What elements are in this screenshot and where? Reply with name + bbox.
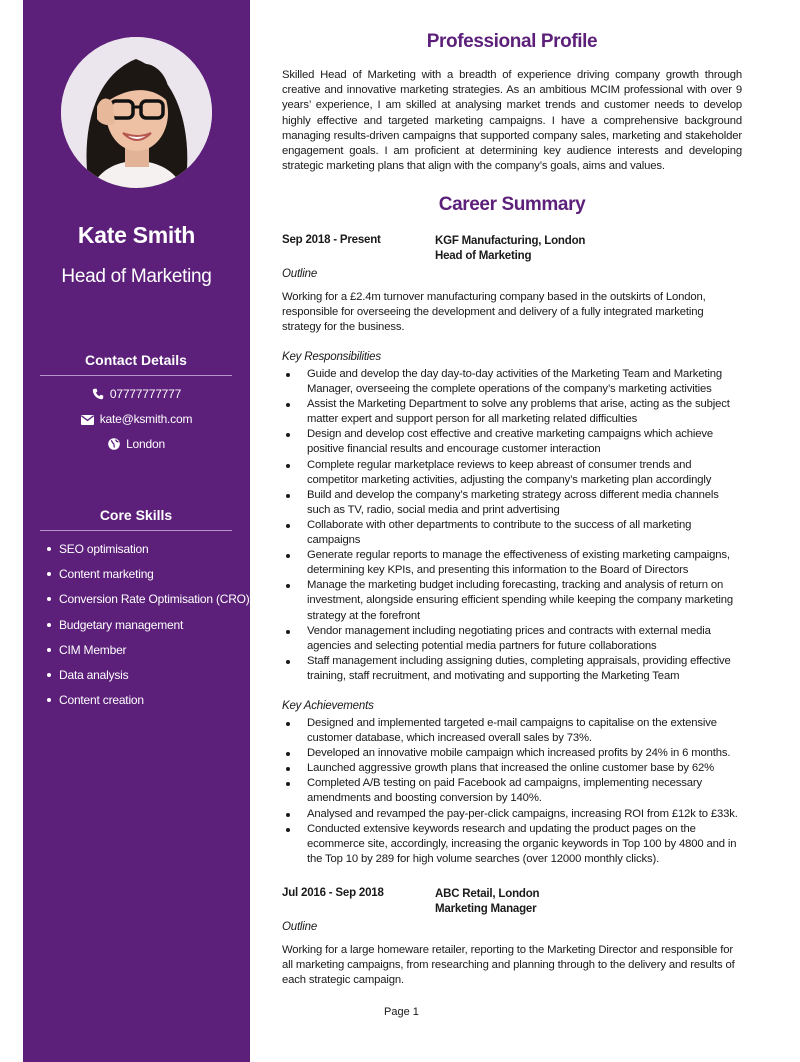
responsibilities-label: Key Responsibilities	[282, 351, 381, 363]
skill-item: SEO optimisation	[47, 540, 250, 565]
job-title: Head of Marketing	[435, 250, 532, 262]
list-item: Design and develop cost effective and creative marketing campaigns which achieve positive financial results and encourage customer interaction	[282, 427, 742, 457]
list-item: Analysed and revamped the pay-per-click campaigns, increasing ROI from £12k to £33k.	[282, 807, 742, 822]
phone-icon	[92, 388, 104, 403]
outline-label: Outline	[282, 921, 318, 933]
job-company-name: KGF Manufacturing, London	[435, 235, 586, 247]
job-dates: Sep 2018 - Present	[282, 234, 381, 246]
list-item: Vendor management including negotiating prices and contracts with external media agencies and selecting potential media partners for future collaborations	[282, 624, 742, 654]
skill-item: Content marketing	[47, 565, 250, 590]
list-item: Collaborate with other departments to contribute to the success of all marketing campaigns	[282, 518, 742, 548]
job-dates: Jul 2016 - Sep 2018	[282, 887, 384, 899]
contact-location	[23, 437, 250, 453]
list-item: Manage the marketing budget including forecasting, tracking and analysis of return on investment, alongside ensuring efficient spending while keeping the company marketing strategy at the forefront	[282, 578, 742, 623]
responsibilities-list	[282, 367, 742, 684]
sidebar	[23, 0, 250, 1062]
skill-item: Conversion Rate Optimisation (CRO)	[47, 590, 250, 615]
achievements-label: Key Achievements	[282, 700, 374, 712]
job-outline: Working for a large homeware retailer, reporting to the Marketing Director and responsible for all marketing campaigns, from researching and planning through to the delivery and results of each strategic campaign.	[282, 944, 735, 987]
job-company-name: ABC Retail, London	[435, 888, 540, 900]
list-item: Conducted extensive keywords research and updating the product pages on the ecommerce site, accordingly, increasing the organic keywords in Top 100 by 4800 and in the Top 10 by 289 for high volume searches (over 12000 monthly clicks).	[282, 822, 742, 867]
profile-heading: Professional Profile	[426, 31, 598, 52]
skill-item: Content creation	[47, 691, 250, 716]
contact-phone	[23, 387, 250, 403]
location-text: London	[126, 437, 165, 451]
list-item: Completed A/B testing on paid Facebook ad campaigns, implementing necessary amendments and boosting conversion by 140%.	[282, 776, 742, 806]
contact-email	[23, 412, 250, 428]
email-link[interactable]: kate@ksmith.com	[99, 412, 193, 426]
skills-heading: Core Skills	[40, 507, 232, 531]
list-item: Staff management including assigning duties, completing appraisals, providing effective training, staff recruitment, and motivating and supporting the Marketing Team	[282, 654, 742, 684]
skill-item: CIM Member	[47, 641, 250, 666]
globe-icon	[108, 438, 120, 453]
page-number: Page 1	[384, 1006, 419, 1018]
list-item: Complete regular marketplace reviews to keep abreast of consumer trends and competitor marketing activities, adjusting the company’s marketing plan accordingly	[282, 458, 742, 488]
list-item: Launched aggressive growth plans that increased the online customer base by 62%	[282, 761, 742, 776]
job-company	[435, 234, 585, 264]
career-heading: Career Summary	[438, 194, 586, 215]
envelope-icon	[81, 414, 94, 428]
skill-item: Budgetary management	[47, 616, 250, 641]
achievements-list	[282, 716, 742, 867]
skill-item: Data analysis	[47, 666, 250, 691]
profile-photo	[61, 37, 212, 188]
candidate-name: Kate Smith	[77, 222, 196, 248]
list-item: Build and develop the company’s marketing strategy across different media channels such as TV, radio, social media and print advertising	[282, 488, 742, 518]
list-item: Assist the Marketing Department to solve any problems that arise, acting as the subject matter expert and support person for all marketing related difficulties	[282, 397, 742, 427]
skills-list	[47, 540, 250, 716]
phone-text[interactable]: 07777777777	[109, 387, 182, 401]
list-item: Designed and implemented targeted e-mail campaigns to capitalise on the extensive customer database, which increased overall sales by 73%.	[282, 716, 742, 746]
candidate-role: Head of Marketing	[61, 266, 212, 287]
outline-label: Outline	[282, 268, 318, 280]
job-outline: Working for a £2.4m turnover manufacturing company based in the outskirts of London, responsible for overseeing the development and delivery of a fully integrated marketing strategy for the business.	[282, 291, 706, 334]
list-item: Guide and develop the day day-to-day activities of the Marketing Team and Marketing Manager, overseeing the complete operations of the company’s marketing activities	[282, 367, 742, 397]
list-item: Developed an innovative mobile campaign which increased profits by 24% in 6 months.	[282, 746, 742, 761]
contact-heading: Contact Details	[40, 352, 232, 376]
profile-text: Skilled Head of Marketing with a breadth of experience driving company growth through creative and innovative marketing strategies. As an ambitious MCIM professional with over 9 years’ experience, I am skilled at analysing market trends and customer needs to develop highly effective and targeted marketing campaigns. I have a comprehensive background managing results-driven campaigns that supported company sales, marketing and stakeholder engagement goals. I am proficient at determining key audience interests and developing strategic marketing plans that align with the company’s goals, aims and values.	[282, 69, 742, 173]
job-title: Marketing Manager	[435, 903, 537, 915]
list-item: Generate regular reports to manage the effectiveness of existing marketing campaigns, determining key KPIs, and presenting this information to the Board of Directors	[282, 548, 742, 578]
job-company	[435, 887, 539, 917]
